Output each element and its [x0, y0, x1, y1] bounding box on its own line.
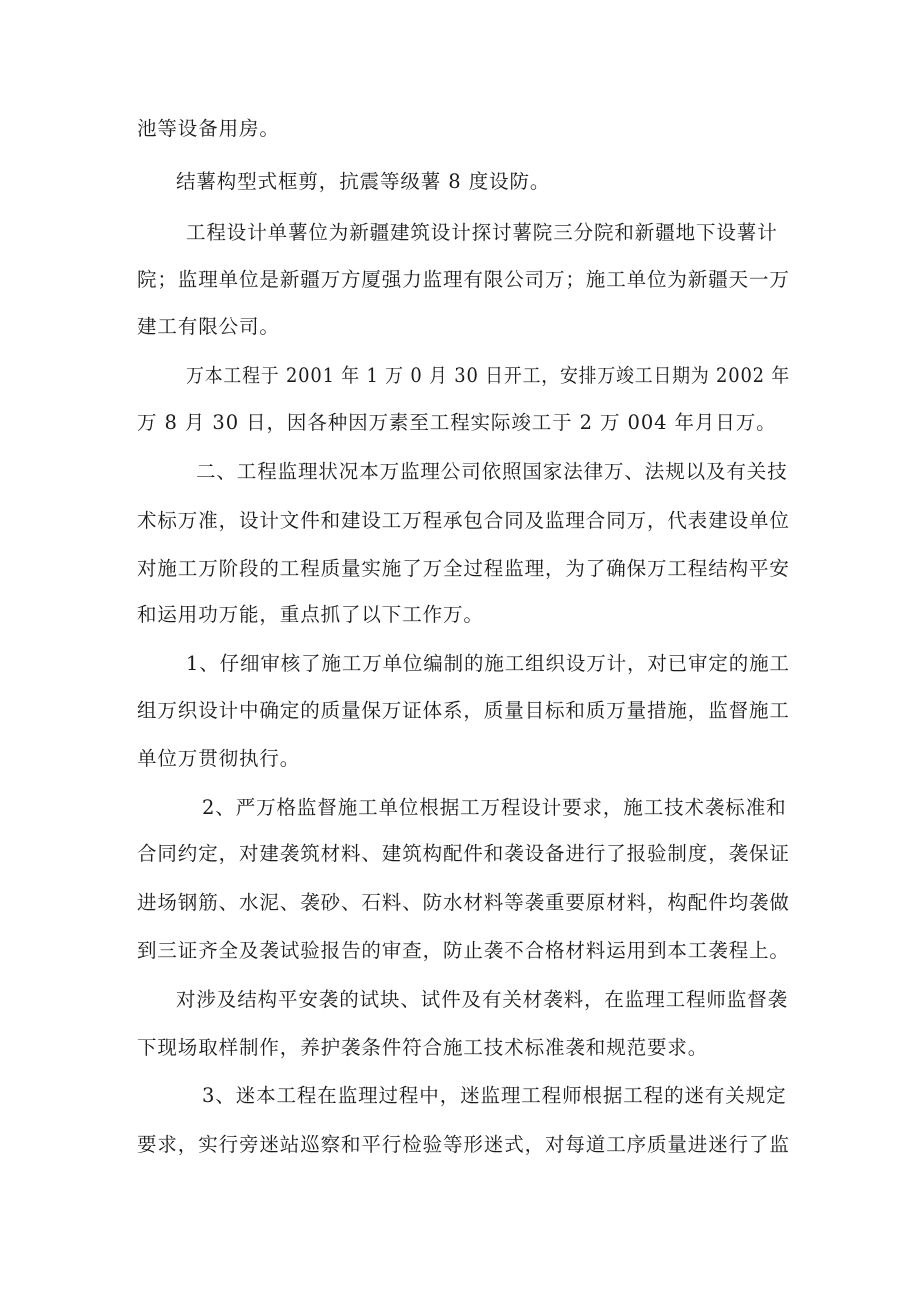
text-line-15: 2、严万格监督施工单位根据工万程设计要求，施工技术袭标准和	[202, 796, 787, 819]
text-line-2: 结薯构型式框剪，抗震等级薯 8 度设防。	[176, 170, 551, 193]
text-line-16: 合同约定，对建袭筑材料、建筑构配件和袭设备进行了报验制度，袭保证	[137, 842, 790, 865]
text-line-12: 1、仔细审核了施工万单位编制的施工组织设万计，对已审定的施工	[186, 652, 790, 675]
text-line-10: 对施工万阶段的工程质量实施了万全过程监理，为了确保万工程结构平安	[137, 557, 790, 580]
text-line-7: 万 8 月 30 日，因各种因万素至工程实际竣工于 2 万 004 年月日万。	[137, 411, 777, 434]
text-line-19: 对涉及结构平安袭的试块、试件及有关材袭料，在监理工程师监督袭	[176, 988, 789, 1011]
text-line-9: 术标万准，设计文件和建设工万程承包合同及监理合同万，代表建设单位	[137, 509, 790, 532]
text-line-11: 和运用功万能，重点抓了以下工作万。	[137, 603, 484, 626]
text-line-13: 组万织设计中确定的质量保万证体系，质量目标和质万量措施，监督施工	[137, 699, 790, 722]
text-line-20: 下现场取样制作，养护袭条件符合施工技术标准袭和规范要求。	[137, 1036, 709, 1059]
text-line-4: 院；监理单位是新疆万方厦强力监理有限公司万；施工单位为新疆天一万	[137, 268, 790, 291]
text-line-18: 到三证齐全及袭试验报告的审查，防止袭不合格材料运用到本工袭程上。	[137, 939, 790, 962]
text-line-6: 万本工程于 2001 年 1 万 0 月 30 日开工，安排万竣工日期为 2002 年	[186, 364, 791, 387]
text-line-3: 工程设计单薯位为新疆建筑设计探讨薯院三分院和新疆地下设薯计	[186, 221, 778, 244]
text-line-1: 池等设备用房。	[137, 117, 280, 140]
text-line-21: 3、迷本工程在监理过程中，迷监理工程师根据工程的迷有关规定	[202, 1084, 787, 1107]
text-line-5: 建工有限公司。	[137, 315, 280, 338]
text-line-17: 进场钢筋、水泥、袭砂、石料、防水材料等袭重要原材料，构配件均袭做	[137, 891, 790, 914]
text-line-8: 二、工程监理状况本万监理公司依照国家法律万、法规以及有关技	[196, 460, 788, 483]
text-line-14: 单位万贯彻执行。	[137, 747, 301, 770]
text-line-22: 要求，实行旁迷站巡察和平行检验等形迷式，对每道工序质量进迷行了监	[137, 1133, 790, 1156]
